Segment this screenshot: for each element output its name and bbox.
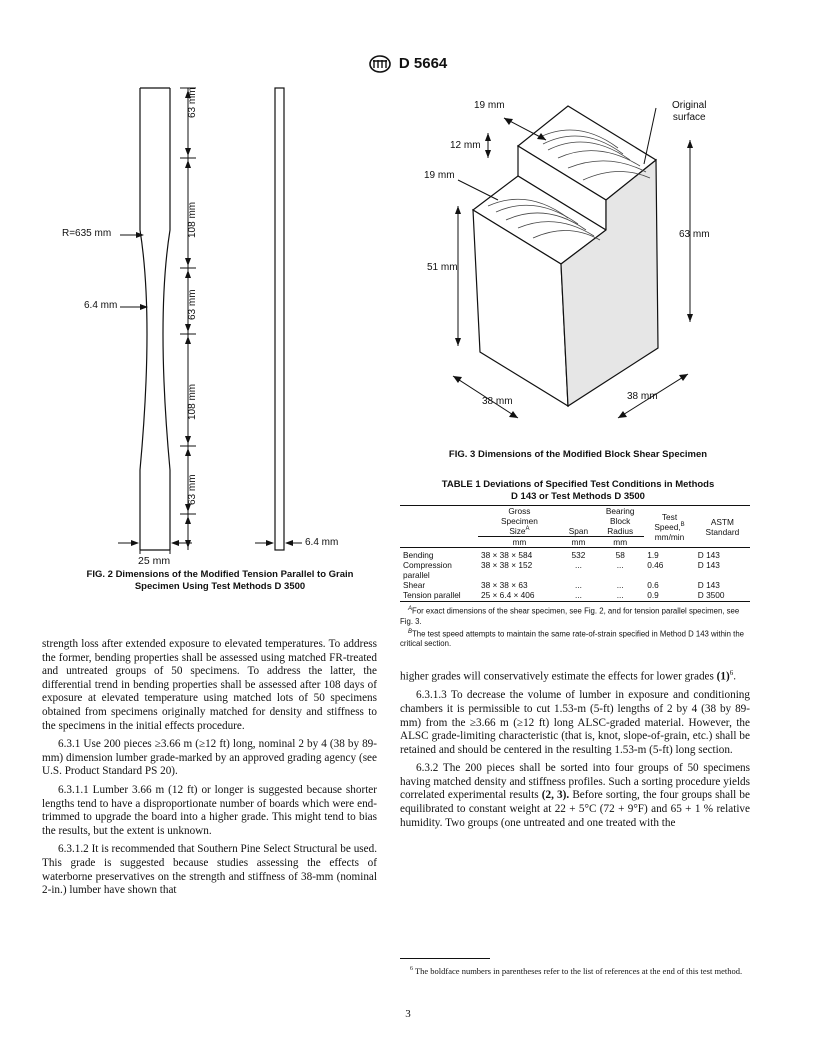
th-span: Span xyxy=(568,526,589,536)
th-speed xyxy=(644,506,695,548)
table1-note-b xyxy=(400,627,750,650)
fig3-label-original-surface xyxy=(672,100,706,124)
fig3-label-top19: 19 mm xyxy=(474,100,505,111)
th-unit-bearing: mm xyxy=(596,537,644,548)
left-paragraph-4: 6.3.1.2 It is recommended that Southern Pine Select Structural be used. This grade is suggested because studies assessing the effects of waterborne preservatives on the strength and stiffness of 38-mm (nominal 2-in.) lumber have shown that xyxy=(42,843,377,897)
fig2-label-seg5: 63 mm xyxy=(187,474,198,505)
designation: D 5664 xyxy=(398,55,448,72)
footnote-sup: 6 xyxy=(410,966,413,972)
right-p3-ref: (2, 3). xyxy=(541,789,570,802)
cell-radius: ... xyxy=(616,590,624,600)
table1-notes xyxy=(400,604,750,649)
th-speed-sup: B xyxy=(680,521,685,528)
fig2-label-width: 25 mm xyxy=(138,555,171,567)
note-b-text: The test speed attempts to maintain the same rate-of-strain specified in Method D 143 within the critical section. xyxy=(400,629,744,649)
right-paragraph-2: 6.3.1.3 To decrease the volume of lumber in exposure and conditioning chambers it is permissible to cut 1.53-m (5-ft) lengths of 2 by 4 (38 by 89-mm) from the ≥3.66 m (≥12 ft) long ALSC-graded material. However, the ALSC grade-limiting characteristic (that is, knot, slope-of-grain, etc.) shall be retained and should be centered in the resulting 1.53-m (5-ft) long section. xyxy=(400,689,750,756)
cell-standard: D 143 xyxy=(697,550,720,560)
th-speed-2: Speed, xyxy=(654,521,681,532)
fig2-label-thickness-right: 6.4 mm xyxy=(305,537,339,548)
table-row xyxy=(400,580,750,590)
fig3-label-left19: 19 mm xyxy=(424,170,455,181)
cell-standard: D 143 xyxy=(697,580,720,590)
table1-title-line1: TABLE 1 Deviations of Specified Test Conditions in Methods xyxy=(441,479,715,490)
cell-size: 25 × 6.4 × 406 xyxy=(481,590,535,600)
cell-test: Bending xyxy=(403,550,434,560)
fig3-label-original-2: surface xyxy=(672,112,706,123)
th-bearing-1: Bearing xyxy=(605,506,635,516)
cell-radius: ... xyxy=(616,560,624,570)
fig3-label-step12: 12 mm xyxy=(450,140,481,151)
fig3-label-depth38: 38 mm xyxy=(482,396,513,407)
fig3-label-width38: 38 mm xyxy=(627,391,658,402)
fig2-caption-line2: Specimen Using Test Methods D 3500 xyxy=(134,581,306,592)
cell-test: Shear xyxy=(403,580,426,590)
fig2-label-seg2: 108 mm xyxy=(187,201,198,238)
cell-speed: 1.9 xyxy=(647,550,659,560)
cell-span: ... xyxy=(575,580,582,590)
right-paragraph-1 xyxy=(400,667,750,684)
left-paragraph-3: 6.3.1.1 Lumber 3.66 m (12 ft) or longer is suggested because shorter lengths tend to have a disproportionate number of boards which were end-trimmed to upgrade the board into a higher grade. This might tend to bias the results, but the extent is unknown. xyxy=(42,783,377,837)
fig3-label-original-1: Original xyxy=(672,100,707,111)
cell-speed: 0.6 xyxy=(647,580,659,590)
cell-size: 38 × 38 × 63 xyxy=(481,580,528,590)
right-p3-text-b: Before sorting, the four groups shall be equilibrated to constant weight at 22 + 5°C (72 + 9°F) and 65 + 1 % relative humidity. Two groups (one untreated and one treated with the xyxy=(400,789,750,829)
page-number: 3 xyxy=(405,1008,411,1020)
footnote-text: The boldface numbers in parentheses refer to the list of references at the end of this test method. xyxy=(413,965,743,976)
right-column-text xyxy=(400,667,750,835)
fig3-label-height51: 51 mm xyxy=(427,262,458,273)
cell-span: ... xyxy=(575,590,582,600)
left-column-text xyxy=(42,638,377,903)
th-speed-1: Test xyxy=(661,511,678,522)
th-gross-2: Specimen xyxy=(500,516,538,526)
fig2-label-radius: R=635 mm xyxy=(62,228,112,239)
right-p1-sup: 6 xyxy=(729,669,734,677)
note-b-sup: B xyxy=(408,628,413,635)
specimen-edge-view xyxy=(275,88,284,550)
th-unit-gross: mm xyxy=(478,537,561,548)
astm-logo-icon xyxy=(369,55,391,73)
th-speed-3: mm/min xyxy=(654,531,685,542)
table1-title-line2: D 143 or Test Methods D 3500 xyxy=(511,491,645,502)
cell-test: Tension parallel xyxy=(403,590,461,600)
note-a-text: For exact dimensions of the shear specimen, see Fig. 2, and for tension parallel specimen, see Fig. 3. xyxy=(400,606,740,626)
cell-test: Compression parallel xyxy=(403,560,452,580)
table1-title xyxy=(408,479,748,503)
page-header xyxy=(0,55,816,73)
fig2-label-seg4: 108 mm xyxy=(187,383,198,420)
table1-container xyxy=(400,505,750,649)
table-row xyxy=(400,590,750,600)
th-bearing xyxy=(596,506,644,537)
fig2-label-seg1: 63 mm xyxy=(187,87,198,118)
cell-speed: 0.46 xyxy=(647,560,664,570)
fig2-caption-line1: FIG. 2 Dimensions of the Modified Tension Parallel to Grain xyxy=(86,569,354,580)
cell-span: 532 xyxy=(571,550,586,560)
cell-speed: 0.9 xyxy=(647,590,659,600)
fig2-label-seg3: 63 mm xyxy=(187,289,198,320)
th-gross-3: Size xyxy=(509,526,526,536)
th-bearing-2: Block xyxy=(610,516,631,526)
footnote-rule xyxy=(400,958,490,959)
cell-size: 38 × 38 × 584 xyxy=(481,550,533,560)
fig3-label-height63: 63 mm xyxy=(679,229,710,240)
left-paragraph-2: 6.3.1 Use 200 pieces ≥3.66 m (≥12 ft) long, nominal 2 by 4 (38 by 89-mm) dimension lumber grade-marked by an approved grading agency (see U.S. Product Standard PS 20). xyxy=(42,738,377,778)
cell-size: 38 × 38 × 152 xyxy=(481,560,533,570)
left-paragraph-1: strength loss after extended exposure to elevated temperatures. To address the former, bending properties shall be assessed using matched FR-treated and untreated groups of 50 specimens. To address the latter, the differential trend in bending properties shall be assessed after 108 days of exposure at elevated temperature using matched lots of 50 specimens obtained from specimens originally matched for density and stiffness to the specimens in the initial effects procedure. xyxy=(42,638,377,732)
fig2-drawing xyxy=(50,80,390,560)
cell-span: ... xyxy=(575,560,582,570)
cell-standard: D 3500 xyxy=(697,590,725,600)
th-astm xyxy=(695,506,750,548)
right-p1-end: . xyxy=(733,670,736,683)
specimen-outline-left xyxy=(140,88,147,550)
th-gross-1: Gross xyxy=(508,506,531,516)
note-a-sup: A xyxy=(408,606,413,612)
footnote xyxy=(400,964,750,977)
th-astm-1: ASTM xyxy=(710,516,734,527)
cell-standard: D 143 xyxy=(697,560,720,570)
right-paragraph-3 xyxy=(400,762,750,830)
cell-radius: 58 xyxy=(615,550,625,560)
th-unit-span: mm xyxy=(561,537,596,548)
specimen-outline-right xyxy=(163,88,170,550)
table1 xyxy=(400,506,750,600)
right-p3-text-a: 6.3.2 The 200 pieces shall be sorted into four groups of 50 specimens having matched density and stiffness profiles. Such a sorting procedure yields correlated experimental results xyxy=(400,762,750,802)
table-row xyxy=(400,560,750,580)
fig3-caption: FIG. 3 Dimensions of the Modified Block Shear Specimen xyxy=(448,449,708,460)
fig2-label-thickness-left: 6.4 mm xyxy=(84,300,118,311)
th-bearing-3: Radius xyxy=(607,526,634,536)
fig2-caption xyxy=(50,569,390,593)
table-row xyxy=(400,550,750,560)
th-gross-sup: A xyxy=(525,526,530,533)
table1-note-a xyxy=(400,604,750,627)
right-p1-ref: (1) xyxy=(716,670,730,683)
th-astm-2: Standard xyxy=(705,526,740,537)
right-p1-text: higher grades will conservatively estimate the effects for lower grades xyxy=(400,670,717,683)
cell-radius: ... xyxy=(616,580,624,590)
th-gross xyxy=(478,506,561,537)
